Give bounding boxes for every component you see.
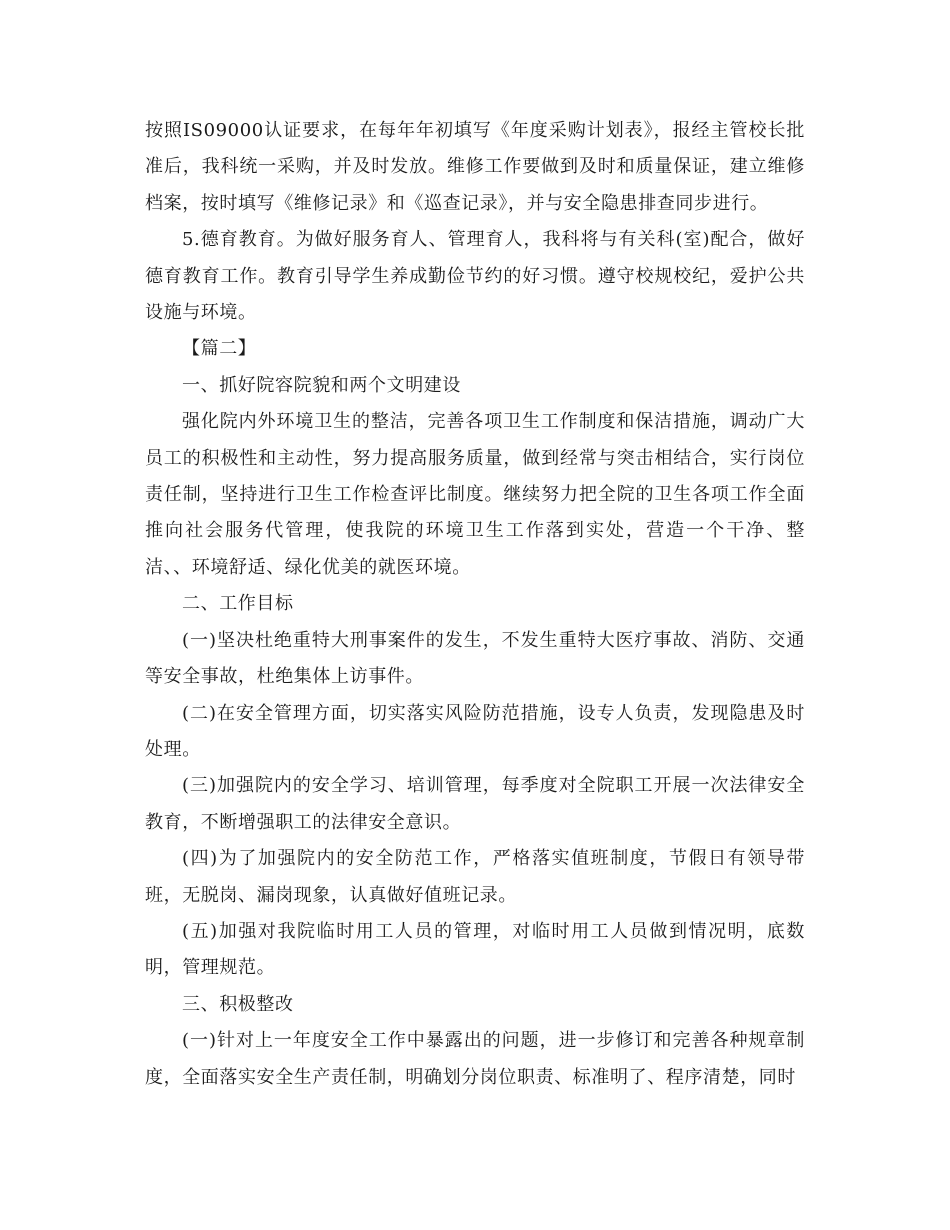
rectification-item-1: (一)针对上一年度安全工作中暴露出的问题，进一步修订和完善各种规章制度，全面落实安全生产责任制，明确划分岗位职责、标准明了、程序清楚，同时 [145,1030,805,1088]
paragraph-moral-education: 5.德育教育。为做好服务育人、管理育人，我科将与有关科(室)配合，做好德育教育工作。教育引导学生养成勤俭节约的好习惯。遵守校规校纪，爱护公共设施与环境。 [145,229,805,324]
goal-item-2: (二)在安全管理方面，切实落实风险防范措施，设专人负责，发现隐患及时处理。 [145,702,805,760]
heading-rectification: 三、积极整改 [182,993,294,1015]
goal-item-3: (三)加强院内的安全学习、培训管理，每季度对全院职工开展一次法律安全教育，不断增强职工的法律安全意识。 [145,775,805,833]
paragraph-procurement: 按照IS09000认证要求，在每年年初填写《年度采购计划表》，报经主管校长批准后，我科统一采购，并及时发放。维修工作要做到及时和质量保证，建立维修档案，按时填写《维修记录》和《巡查记录》，并与安全隐患排查同步进行。 [145,120,805,214]
paragraph-environment-hygiene: 强化院内外环境卫生的整洁，完善各项卫生工作制度和保洁措施，调动广大员工的积极性和主动性，努力提高服务质量，做到经常与突击相结合，实行岗位责任制，坚持进行卫生工作检查评比制度。继续努力把全院的卫生各项工作全面推向社会服务代管理，使我院的环境卫生工作落到实处，营造一个干净、整洁、、环境舒适、绿化优美的就医环境。 [145,411,805,578]
heading-hospital-appearance: 一、抓好院容院貌和两个文明建设 [182,374,461,396]
goal-item-5: (五)加强对我院临时用工人员的管理，对临时用工人员做到情况明，底数明，管理规范。 [145,920,805,979]
goal-item-4: (四)为了加强院内的安全防范工作，严格落实值班制度，节假日有领导带班，无脱岗、漏岗现象，认真做好值班记录。 [145,848,805,906]
goal-item-1: (一)坚决杜绝重特大刑事案件的发生，不发生重特大医疗事故、消防、交通等安全事故，杜绝集体上访事件。 [145,629,805,688]
document-body [145,113,805,1096]
heading-work-goals: 二、工作目标 [182,593,294,615]
section-heading-part-two: 【篇二】 [182,338,257,360]
